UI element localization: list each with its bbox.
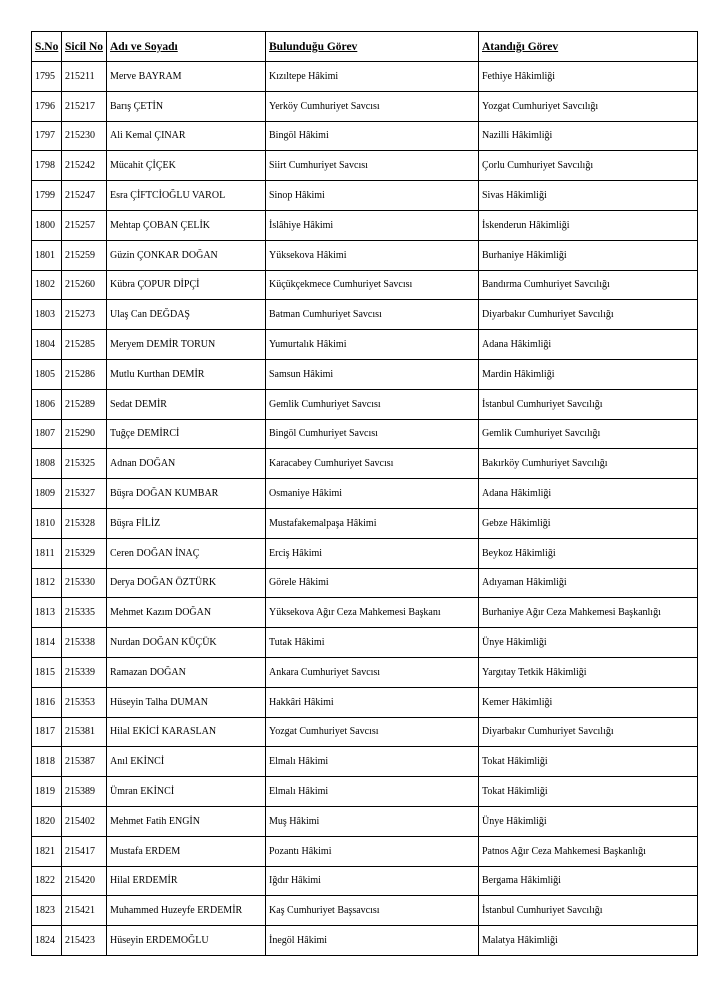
- table-row: [32, 777, 698, 807]
- cell-name: Nurdan DOĞAN KÜÇÜK: [107, 628, 266, 658]
- cell-name: Barış ÇETİN: [107, 91, 266, 121]
- cell-current-post: Elmalı Hâkimi: [266, 777, 479, 807]
- cell-sicil-no: 215381: [62, 717, 107, 747]
- header-sicil-no: Sicil No: [62, 32, 107, 62]
- table-row: [32, 151, 698, 181]
- cell-sicil-no: 215285: [62, 330, 107, 360]
- cell-current-post: Bingöl Hâkimi: [266, 121, 479, 151]
- cell-current-post: Iğdır Hâkimi: [266, 866, 479, 896]
- cell-sno: 1799: [32, 181, 62, 211]
- table-row: [32, 568, 698, 598]
- cell-current-post: Yüksekova Ağır Ceza Mahkemesi Başkanı: [266, 598, 479, 628]
- cell-assigned-post: İstanbul Cumhuriyet Savcılığı: [479, 389, 698, 419]
- cell-name: Hilal EKİCİ KARASLAN: [107, 717, 266, 747]
- cell-name: Meryem DEMİR TORUN: [107, 330, 266, 360]
- cell-sicil-no: 215230: [62, 121, 107, 151]
- cell-name: Ümran EKİNCİ: [107, 777, 266, 807]
- cell-current-post: Kaş Cumhuriyet Başsavcısı: [266, 896, 479, 926]
- cell-current-post: Yüksekova Hâkimi: [266, 240, 479, 270]
- cell-name: Tuğçe DEMİRCİ: [107, 419, 266, 449]
- cell-current-post: Karacabey Cumhuriyet Savcısı: [266, 449, 479, 479]
- appointment-table: [31, 31, 698, 956]
- cell-current-post: Pozantı Hâkimi: [266, 836, 479, 866]
- cell-assigned-post: Adana Hâkimliği: [479, 330, 698, 360]
- cell-assigned-post: Malatya Hâkimliği: [479, 926, 698, 956]
- cell-sno: 1809: [32, 479, 62, 509]
- table-row: [32, 806, 698, 836]
- cell-name: Büşra FİLİZ: [107, 508, 266, 538]
- header-name: Adı ve Soyadı: [107, 32, 266, 62]
- cell-sno: 1819: [32, 777, 62, 807]
- table-row: [32, 270, 698, 300]
- cell-current-post: Küçükçekmece Cumhuriyet Savcısı: [266, 270, 479, 300]
- cell-current-post: Kızıltepe Hâkimi: [266, 62, 479, 92]
- cell-name: Mutlu Kurthan DEMİR: [107, 359, 266, 389]
- cell-sicil-no: 215389: [62, 777, 107, 807]
- cell-sicil-no: 215421: [62, 896, 107, 926]
- cell-current-post: Samsun Hâkimi: [266, 359, 479, 389]
- cell-sno: 1798: [32, 151, 62, 181]
- table-row: [32, 91, 698, 121]
- cell-sno: 1815: [32, 657, 62, 687]
- cell-sno: 1802: [32, 270, 62, 300]
- cell-current-post: Ankara Cumhuriyet Savcısı: [266, 657, 479, 687]
- cell-name: Adnan DOĞAN: [107, 449, 266, 479]
- cell-assigned-post: Patnos Ağır Ceza Mahkemesi Başkanlığı: [479, 836, 698, 866]
- cell-sicil-no: 215257: [62, 210, 107, 240]
- table-row: [32, 657, 698, 687]
- table-row: [32, 330, 698, 360]
- cell-sicil-no: 215330: [62, 568, 107, 598]
- cell-sno: 1801: [32, 240, 62, 270]
- cell-assigned-post: Bandırma Cumhuriyet Savcılığı: [479, 270, 698, 300]
- cell-name: Mehmet Fatih ENGİN: [107, 806, 266, 836]
- cell-sicil-no: 215420: [62, 866, 107, 896]
- cell-assigned-post: Beykoz Hâkimliği: [479, 538, 698, 568]
- cell-assigned-post: Burhaniye Hâkimliği: [479, 240, 698, 270]
- cell-sno: 1796: [32, 91, 62, 121]
- cell-name: Sedat DEMİR: [107, 389, 266, 419]
- cell-sno: 1795: [32, 62, 62, 92]
- cell-assigned-post: İskenderun Hâkimliği: [479, 210, 698, 240]
- cell-current-post: Erciş Hâkimi: [266, 538, 479, 568]
- table-row: [32, 210, 698, 240]
- table-row: [32, 508, 698, 538]
- cell-sno: 1820: [32, 806, 62, 836]
- cell-sicil-no: 215335: [62, 598, 107, 628]
- cell-current-post: Sinop Hâkimi: [266, 181, 479, 211]
- cell-sno: 1818: [32, 747, 62, 777]
- cell-assigned-post: Bakırköy Cumhuriyet Savcılığı: [479, 449, 698, 479]
- table-row: [32, 240, 698, 270]
- cell-sno: 1811: [32, 538, 62, 568]
- cell-sicil-no: 215217: [62, 91, 107, 121]
- cell-name: Güzin ÇONKAR DOĞAN: [107, 240, 266, 270]
- cell-assigned-post: Adana Hâkimliği: [479, 479, 698, 509]
- cell-sicil-no: 215211: [62, 62, 107, 92]
- cell-name: Mustafa ERDEM: [107, 836, 266, 866]
- header-row: [32, 32, 698, 62]
- cell-assigned-post: Bergama Hâkimliği: [479, 866, 698, 896]
- cell-name: Büşra DOĞAN KUMBAR: [107, 479, 266, 509]
- cell-name: Ceren DOĞAN İNAÇ: [107, 538, 266, 568]
- cell-assigned-post: Fethiye Hâkimliği: [479, 62, 698, 92]
- cell-sicil-no: 215260: [62, 270, 107, 300]
- cell-sno: 1804: [32, 330, 62, 360]
- cell-sno: 1806: [32, 389, 62, 419]
- cell-assigned-post: Yargıtay Tetkik Hâkimliği: [479, 657, 698, 687]
- cell-sno: 1808: [32, 449, 62, 479]
- cell-current-post: Muş Hâkimi: [266, 806, 479, 836]
- cell-sicil-no: 215286: [62, 359, 107, 389]
- cell-sicil-no: 215259: [62, 240, 107, 270]
- cell-current-post: Yumurtalık Hâkimi: [266, 330, 479, 360]
- cell-current-post: Yozgat Cumhuriyet Savcısı: [266, 717, 479, 747]
- cell-sno: 1803: [32, 300, 62, 330]
- cell-assigned-post: İstanbul Cumhuriyet Savcılığı: [479, 896, 698, 926]
- cell-current-post: İslâhiye Hâkimi: [266, 210, 479, 240]
- cell-current-post: Hakkâri Hâkimi: [266, 687, 479, 717]
- cell-current-post: Yerköy Cumhuriyet Savcısı: [266, 91, 479, 121]
- header-current-post: Bulunduğu Görev: [266, 32, 479, 62]
- cell-name: Hüseyin Talha DUMAN: [107, 687, 266, 717]
- cell-assigned-post: Tokat Hâkimliği: [479, 747, 698, 777]
- cell-sno: 1813: [32, 598, 62, 628]
- cell-sno: 1823: [32, 896, 62, 926]
- table-header: [32, 32, 698, 62]
- cell-sno: 1797: [32, 121, 62, 151]
- table-row: [32, 121, 698, 151]
- table-row: [32, 449, 698, 479]
- cell-assigned-post: Çorlu Cumhuriyet Savcılığı: [479, 151, 698, 181]
- header-sno: S.No: [32, 32, 62, 62]
- cell-current-post: İnegöl Hâkimi: [266, 926, 479, 956]
- cell-sicil-no: 215290: [62, 419, 107, 449]
- cell-name: Ramazan DOĞAN: [107, 657, 266, 687]
- table-row: [32, 628, 698, 658]
- cell-name: Ulaş Can DEĞDAŞ: [107, 300, 266, 330]
- table-row: [32, 747, 698, 777]
- cell-name: Esra ÇİFTCİOĞLU VAROL: [107, 181, 266, 211]
- table-row: [32, 717, 698, 747]
- cell-sno: 1807: [32, 419, 62, 449]
- cell-sno: 1817: [32, 717, 62, 747]
- cell-sno: 1822: [32, 866, 62, 896]
- cell-assigned-post: Burhaniye Ağır Ceza Mahkemesi Başkanlığı: [479, 598, 698, 628]
- cell-current-post: Görele Hâkimi: [266, 568, 479, 598]
- cell-current-post: Bingöl Cumhuriyet Savcısı: [266, 419, 479, 449]
- cell-sicil-no: 215247: [62, 181, 107, 211]
- cell-sicil-no: 215339: [62, 657, 107, 687]
- cell-name: Mücahit ÇİÇEK: [107, 151, 266, 181]
- header-assigned-post: Atandığı Görev: [479, 32, 698, 62]
- cell-assigned-post: Mardin Hâkimliği: [479, 359, 698, 389]
- table-row: [32, 926, 698, 956]
- cell-name: Anıl EKİNCİ: [107, 747, 266, 777]
- table-row: [32, 687, 698, 717]
- cell-current-post: Osmaniye Hâkimi: [266, 479, 479, 509]
- cell-current-post: Mustafakemalpaşa Hâkimi: [266, 508, 479, 538]
- cell-name: Muhammed Huzeyfe ERDEMİR: [107, 896, 266, 926]
- cell-sicil-no: 215289: [62, 389, 107, 419]
- table-row: [32, 896, 698, 926]
- cell-current-post: Siirt Cumhuriyet Savcısı: [266, 151, 479, 181]
- table-row: [32, 598, 698, 628]
- cell-sicil-no: 215327: [62, 479, 107, 509]
- cell-name: Hilal ERDEMİR: [107, 866, 266, 896]
- cell-assigned-post: Ünye Hâkimliği: [479, 806, 698, 836]
- cell-sicil-no: 215387: [62, 747, 107, 777]
- cell-sno: 1805: [32, 359, 62, 389]
- cell-name: Kübra ÇOPUR DİPÇİ: [107, 270, 266, 300]
- cell-sicil-no: 215329: [62, 538, 107, 568]
- table-row: [32, 538, 698, 568]
- cell-assigned-post: Adıyaman Hâkimliği: [479, 568, 698, 598]
- cell-sicil-no: 215328: [62, 508, 107, 538]
- cell-sicil-no: 215417: [62, 836, 107, 866]
- cell-current-post: Gemlik Cumhuriyet Savcısı: [266, 389, 479, 419]
- table-row: [32, 866, 698, 896]
- cell-assigned-post: Gemlik Cumhuriyet Savcılığı: [479, 419, 698, 449]
- table-body: [32, 62, 698, 956]
- cell-sicil-no: 215353: [62, 687, 107, 717]
- cell-assigned-post: Ünye Hâkimliği: [479, 628, 698, 658]
- cell-current-post: Tutak Hâkimi: [266, 628, 479, 658]
- cell-name: Derya DOĞAN ÖZTÜRK: [107, 568, 266, 598]
- cell-current-post: Batman Cumhuriyet Savcısı: [266, 300, 479, 330]
- cell-name: Mehtap ÇOBAN ÇELİK: [107, 210, 266, 240]
- cell-sno: 1812: [32, 568, 62, 598]
- cell-assigned-post: Yozgat Cumhuriyet Savcılığı: [479, 91, 698, 121]
- cell-assigned-post: Tokat Hâkimliği: [479, 777, 698, 807]
- cell-sno: 1821: [32, 836, 62, 866]
- cell-sno: 1800: [32, 210, 62, 240]
- cell-assigned-post: Kemer Hâkimliği: [479, 687, 698, 717]
- table-row: [32, 836, 698, 866]
- cell-sicil-no: 215242: [62, 151, 107, 181]
- table-row: [32, 389, 698, 419]
- cell-assigned-post: Diyarbakır Cumhuriyet Savcılığı: [479, 717, 698, 747]
- cell-sicil-no: 215325: [62, 449, 107, 479]
- cell-current-post: Elmalı Hâkimi: [266, 747, 479, 777]
- cell-name: Merve BAYRAM: [107, 62, 266, 92]
- cell-sno: 1816: [32, 687, 62, 717]
- cell-name: Ali Kemal ÇINAR: [107, 121, 266, 151]
- table-row: [32, 359, 698, 389]
- cell-assigned-post: Gebze Hâkimliği: [479, 508, 698, 538]
- cell-sno: 1824: [32, 926, 62, 956]
- cell-assigned-post: Nazilli Hâkimliği: [479, 121, 698, 151]
- cell-assigned-post: Sivas Hâkimliği: [479, 181, 698, 211]
- table-row: [32, 181, 698, 211]
- cell-assigned-post: Diyarbakır Cumhuriyet Savcılığı: [479, 300, 698, 330]
- cell-name: Hüseyin ERDEMOĞLU: [107, 926, 266, 956]
- table-row: [32, 300, 698, 330]
- table-row: [32, 62, 698, 92]
- cell-sicil-no: 215273: [62, 300, 107, 330]
- cell-name: Mehmet Kazım DOĞAN: [107, 598, 266, 628]
- cell-sicil-no: 215402: [62, 806, 107, 836]
- cell-sicil-no: 215423: [62, 926, 107, 956]
- cell-sicil-no: 215338: [62, 628, 107, 658]
- table-row: [32, 479, 698, 509]
- cell-sno: 1810: [32, 508, 62, 538]
- table-row: [32, 419, 698, 449]
- cell-sno: 1814: [32, 628, 62, 658]
